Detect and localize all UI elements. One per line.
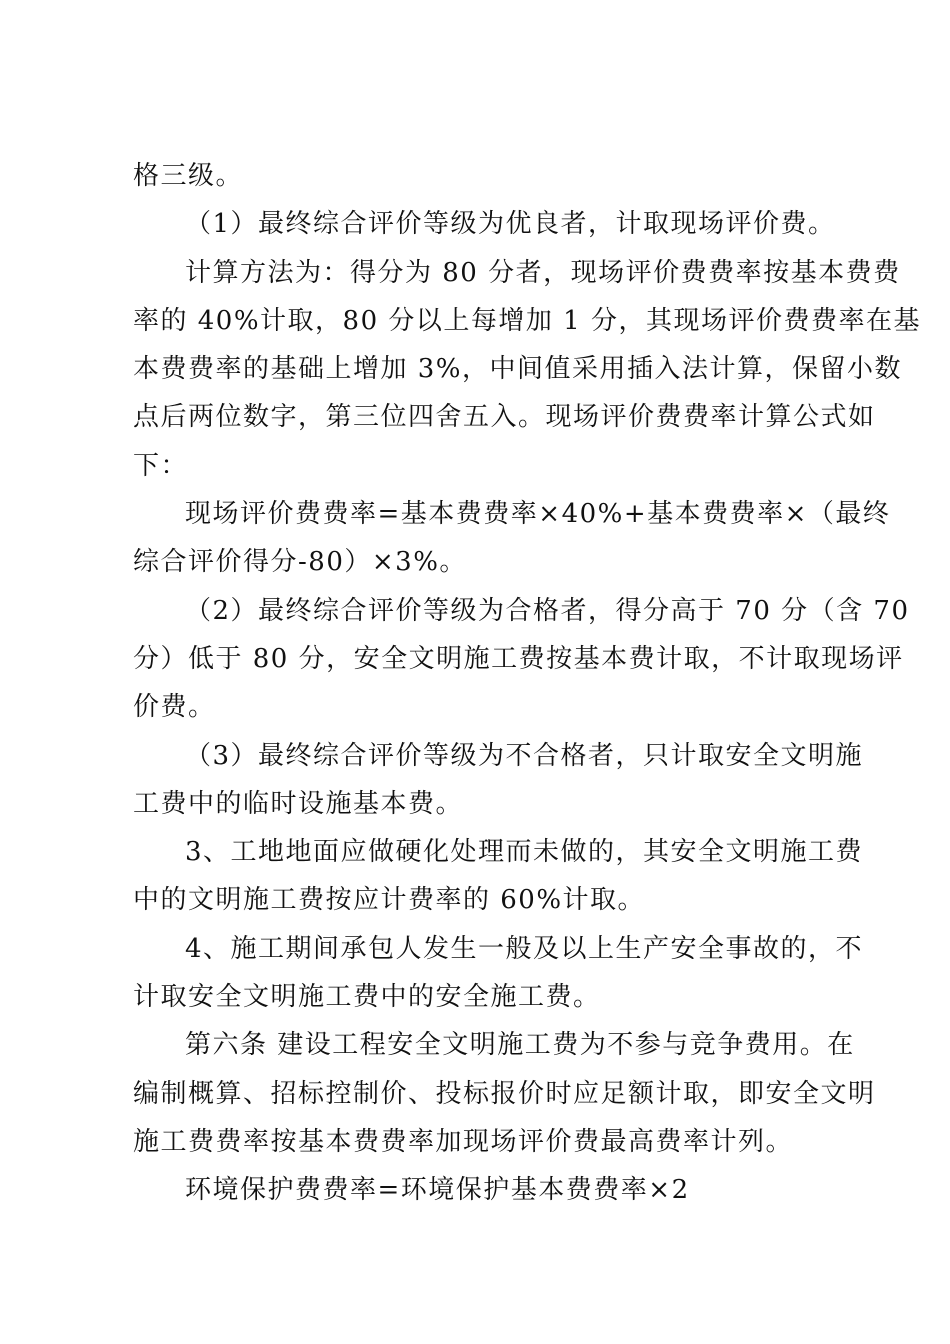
text-line: （1）最终综合评价等级为优良者，计取现场评价费。 [185, 209, 836, 240]
text-line: 综合评价得分-80）×3%。 [133, 547, 467, 578]
text-line: 格三级。 [133, 161, 244, 191]
text-line: 点后两位数字，第三位四舍五入。现场评价费费率计算公式如 [133, 402, 876, 433]
text-line: 4、施工期间承包人发生一般及以上生产安全事故的，不 [185, 933, 864, 964]
text-line: 计算方法为：得分为 80 分者，现场评价费费率按基本费费 [185, 257, 901, 288]
text-line: 下： [133, 450, 189, 481]
text-line: 分）低于 80 分，安全文明施工费按基本费计取，不计取现场评 [133, 643, 904, 674]
text-line: （3）最终综合评价等级为不合格者，只计取安全文明施 [185, 740, 864, 771]
text-line: 现场评价费费率=基本费费率×40%+基本费费率×（最终 [185, 499, 891, 530]
document-body [133, 152, 921, 1215]
text-line: 计取安全文明施工费中的安全施工费。 [133, 982, 601, 1013]
text-line: 环境保护费费率=环境保护基本费费率×2 [185, 1175, 690, 1206]
text-line: （2）最终综合评价等级为合格者，得分高于 70 分（含 70 [185, 595, 910, 626]
text-line: 施工费费率按基本费费率加现场评价费最高费率计列。 [133, 1126, 794, 1157]
text-line: 中的文明施工费按应计费率的 60%计取。 [133, 885, 646, 916]
text-line: 率的 40%计取，80 分以上每增加 1 分，其现场评价费费率在基 [133, 305, 921, 336]
text-line: 3、工地地面应做硬化处理而未做的，其安全文明施工费 [185, 837, 864, 868]
text-line: 工费中的临时设施基本费。 [133, 788, 464, 819]
text-line: 第六条 建设工程安全文明施工费为不参与竞争费用。在 [185, 1030, 855, 1061]
text-line: 本费费率的基础上增加 3%，中间值采用插入法计算，保留小数 [133, 354, 903, 385]
text-line: 编制概算、招标控制价、投标报价时应足额计取，即安全文明 [133, 1078, 876, 1109]
text-line: 价费。 [133, 692, 216, 723]
